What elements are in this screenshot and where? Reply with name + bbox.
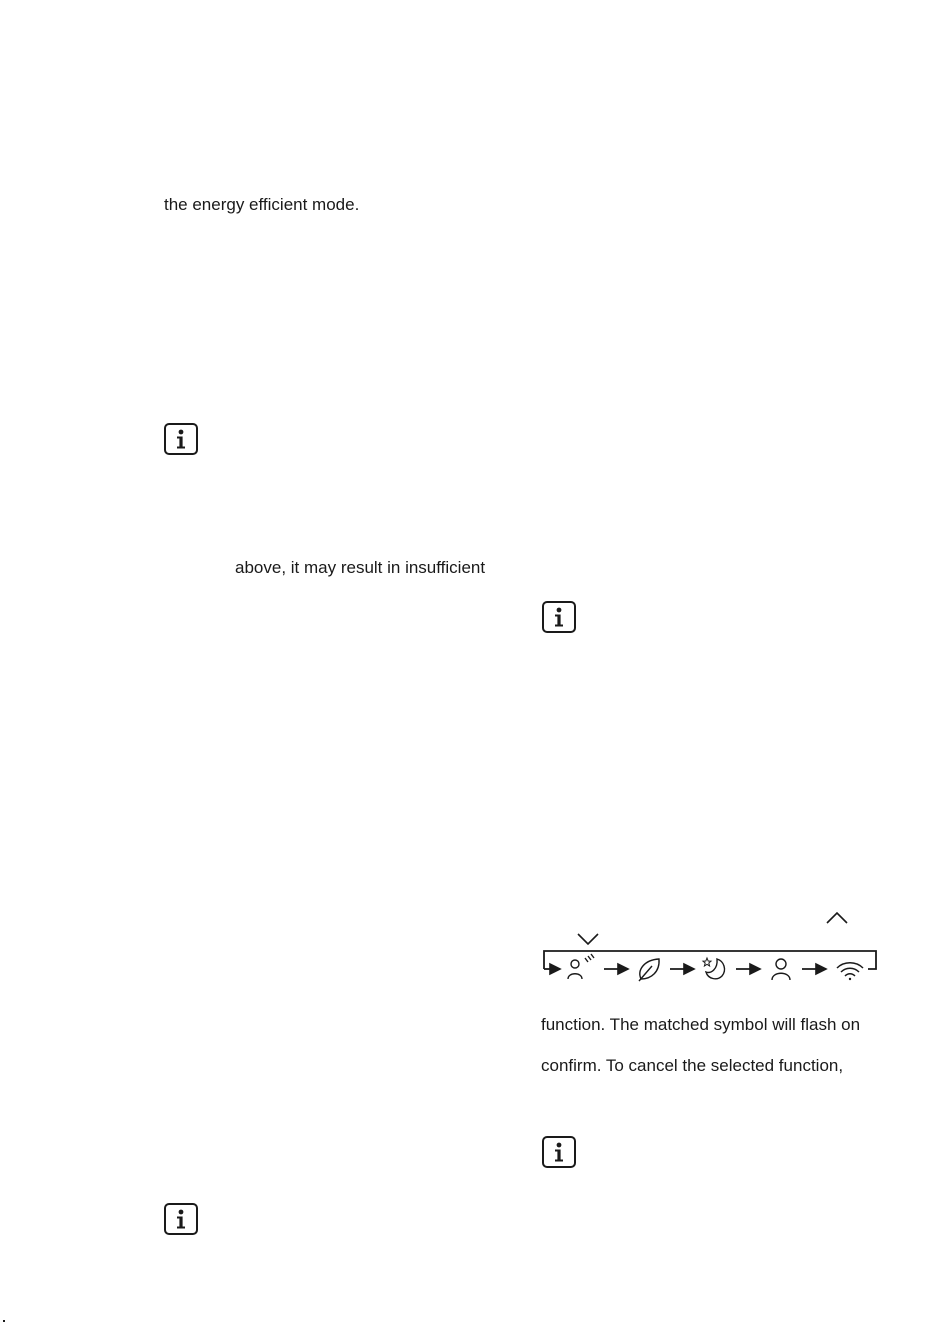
info-icon bbox=[164, 423, 198, 455]
moon-star-icon bbox=[703, 958, 724, 979]
chevron-down-icon bbox=[577, 933, 599, 945]
text-above-insufficient: above, it may result in insufficient bbox=[235, 558, 486, 577]
text-confirm-cancel: confirm. To cancel the selected function, bbox=[541, 1056, 844, 1075]
leaf-icon bbox=[639, 959, 659, 981]
chevron-up-icon bbox=[826, 912, 848, 924]
page-mark bbox=[3, 1320, 5, 1322]
person-signal-icon bbox=[568, 954, 594, 979]
info-icon bbox=[542, 601, 576, 633]
info-icon bbox=[164, 1203, 198, 1235]
text-energy-efficient-mode: the energy efficient mode. bbox=[164, 195, 360, 214]
info-icon bbox=[542, 1136, 576, 1168]
function-sequence bbox=[538, 948, 882, 986]
text-function-flash: function. The matched symbol will flash on bbox=[541, 1015, 861, 1034]
wifi-icon bbox=[837, 963, 863, 980]
person-icon bbox=[772, 959, 790, 980]
